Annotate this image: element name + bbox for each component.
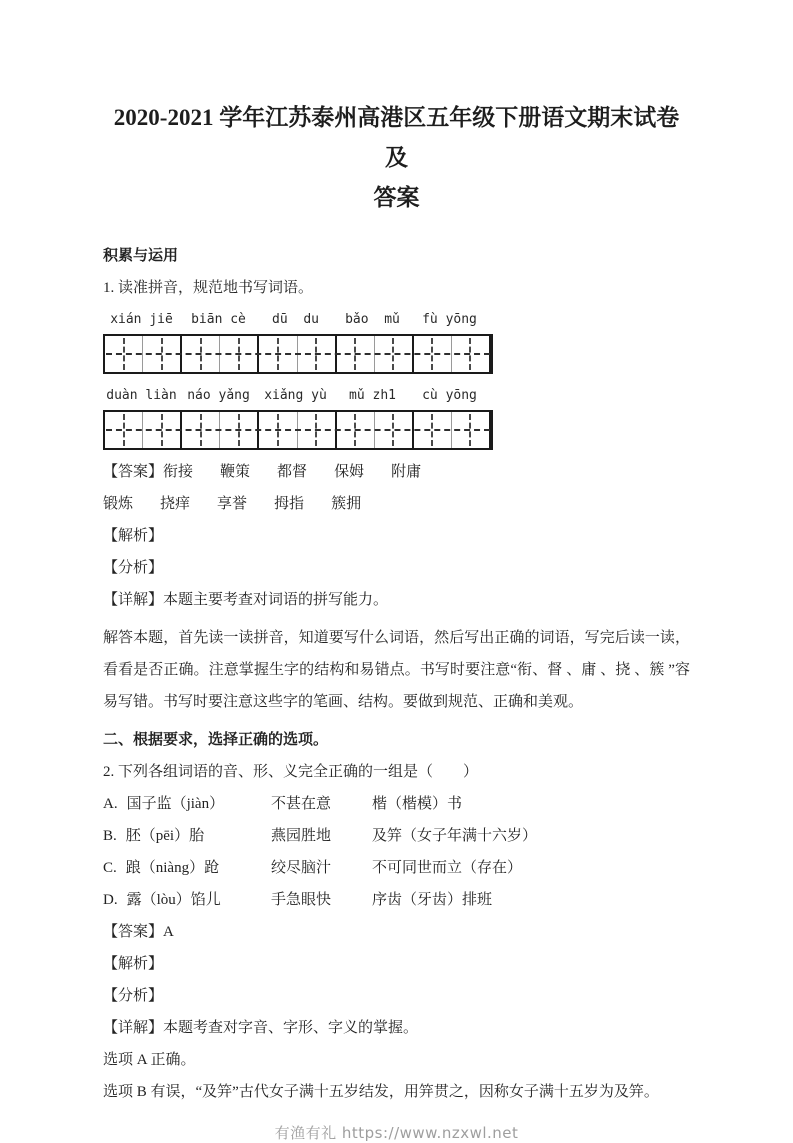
- option-label: C.: [103, 860, 117, 876]
- option-col1: [103, 858, 271, 878]
- option-row-c: [103, 858, 690, 878]
- writing-cell: [105, 336, 142, 372]
- option-label: A.: [103, 796, 118, 812]
- writing-cell: [297, 412, 335, 448]
- option-col1: [103, 794, 271, 814]
- doc-title-line1: 2020-2021 学年江苏泰州高港区五年级下册语文期末试卷及: [113, 105, 680, 170]
- option-col2: 绞尽脑汁: [271, 860, 332, 876]
- section1-heading: 积累与运用: [103, 248, 179, 264]
- pinyin-group: xiǎng yù: [264, 388, 327, 403]
- pinyin-group: fù yōng: [422, 312, 477, 327]
- grid-word-group: [259, 336, 336, 372]
- pinyin-group: xián jiē: [110, 312, 173, 327]
- grid-word-group: [259, 412, 336, 448]
- writing-cell: [374, 412, 412, 448]
- option-text: 踉（niàng）跄: [125, 860, 220, 876]
- section2-heading: 二、根据要求，选择正确的选项。: [103, 732, 329, 748]
- writing-cell: [259, 336, 296, 372]
- doc-body: [103, 246, 690, 1143]
- jiexi-label: 【解析】: [103, 956, 164, 972]
- writing-cell: [374, 336, 412, 372]
- writing-grid-row-1: [103, 334, 493, 374]
- grid-word-group: [414, 412, 491, 448]
- option-label: D.: [103, 892, 118, 908]
- jiexi-label: 【解析】: [103, 528, 164, 544]
- pinyin-group: duàn liàn: [106, 388, 177, 403]
- writing-cell: [182, 336, 219, 372]
- writing-cell: [142, 412, 180, 448]
- pinyin-group: biān cè: [191, 312, 246, 327]
- writing-cell: [182, 412, 219, 448]
- answer-word: 锻炼: [103, 496, 134, 512]
- question2-prompt: 2. 下列各组词语的音、形、义完全正确的一组是（ ）: [103, 764, 479, 780]
- writing-grid-row-2: [103, 410, 493, 450]
- writing-cell: [451, 412, 489, 448]
- grid-word-group: [105, 412, 182, 448]
- option-text: 露（lòu）馅儿: [126, 892, 221, 908]
- answer-word: 保姆: [334, 464, 365, 480]
- pinyin-group: dū du: [272, 312, 319, 327]
- grid-word-group: [182, 412, 259, 448]
- option-row-d: [103, 890, 690, 910]
- answer-word: 簇拥: [331, 496, 362, 512]
- answer2-line: 【答案】A: [103, 924, 174, 940]
- option-col3: 及笄（女子年满十六岁）: [372, 828, 538, 844]
- xiangjie-intro: 【详解】本题主要考查对词语的拼写能力。: [103, 592, 389, 608]
- pinyin-group: mǔ zh1: [349, 388, 396, 403]
- xiangjie-intro: 【详解】本题考查对字音、字形、字义的掌握。: [103, 1020, 419, 1036]
- writing-cell: [142, 336, 180, 372]
- fenxi-label: 【分析】: [103, 560, 164, 576]
- answer-word: 衔接: [163, 464, 194, 480]
- writing-cell: [297, 336, 335, 372]
- doc-title-line2: 答案: [373, 185, 420, 210]
- answer-label: 【答案】: [103, 464, 164, 480]
- pinyin-group: cù yōng: [422, 388, 477, 403]
- pinyin-group: bǎo mǔ: [345, 312, 400, 327]
- answer-word: 附庸: [391, 464, 422, 480]
- option-col3: 不可同世而立（存在）: [372, 860, 523, 876]
- pinyin-row-1: [103, 310, 489, 330]
- writing-cell: [337, 336, 374, 372]
- answer1-row2: [103, 494, 690, 514]
- pinyin-row-2: [103, 386, 489, 406]
- writing-cell: [105, 412, 142, 448]
- option-col2: 燕园胜地: [271, 828, 332, 844]
- writing-cell: [219, 412, 257, 448]
- option-col2: 不甚在意: [271, 796, 332, 812]
- answer-word: 享誉: [217, 496, 248, 512]
- option-col1: [103, 890, 271, 910]
- answer1-row1: [103, 462, 690, 482]
- writing-cell: [414, 412, 451, 448]
- fenxi-label: 【分析】: [103, 988, 164, 1004]
- watermark-url: 有渔有礼 https://www.nzxwl.net: [274, 1124, 519, 1142]
- option-a-note: 选项 A 正确。: [103, 1052, 196, 1068]
- option-col2: 手急眼快: [271, 892, 332, 908]
- grid-word-group: [337, 336, 414, 372]
- writing-cell: [451, 336, 489, 372]
- pinyin-group: náo yǎng: [187, 388, 250, 403]
- option-col3: 序齿（牙齿）排班: [372, 892, 493, 908]
- option-text: 胚（pēi）胎: [125, 828, 205, 844]
- grid-word-group: [105, 336, 182, 372]
- answer-word: 挠痒: [160, 496, 191, 512]
- question1-prompt: 1. 读准拼音，规范地书写词语。: [103, 280, 314, 296]
- option-row-b: [103, 826, 690, 846]
- answer-word: 鞭策: [220, 464, 251, 480]
- grid-word-group: [182, 336, 259, 372]
- grid-word-group: [337, 412, 414, 448]
- option-b-note: 选项 B 有误，“及笄”古代女子满十五岁结发，用笄贯之，因称女子满十五岁为及笄。: [103, 1084, 659, 1100]
- answer-word: 都督: [277, 464, 308, 480]
- option-col1: [103, 826, 271, 846]
- writing-cell: [337, 412, 374, 448]
- answer-word: 拇指: [274, 496, 305, 512]
- writing-cell: [414, 336, 451, 372]
- xiangjie-paragraph: 解答本题，首先读一读拼音，知道要写什么词语，然后写出正确的词语，写完后读一读，看看是否正确。注意掌握生字的结构和易错点。书写时要注意“衔、督 、庸 、挠 、簇 ”容易写错。书写时要注意这些字的笔画、结构。要做到规范、正确和美观。: [103, 630, 690, 710]
- writing-cell: [259, 412, 296, 448]
- option-label: B.: [103, 828, 117, 844]
- option-text: 国子监（jiàn）: [126, 796, 225, 812]
- writing-cell: [219, 336, 257, 372]
- grid-word-group: [414, 336, 491, 372]
- option-col3: 楷（楷模）书: [372, 796, 463, 812]
- option-row-a: [103, 794, 690, 814]
